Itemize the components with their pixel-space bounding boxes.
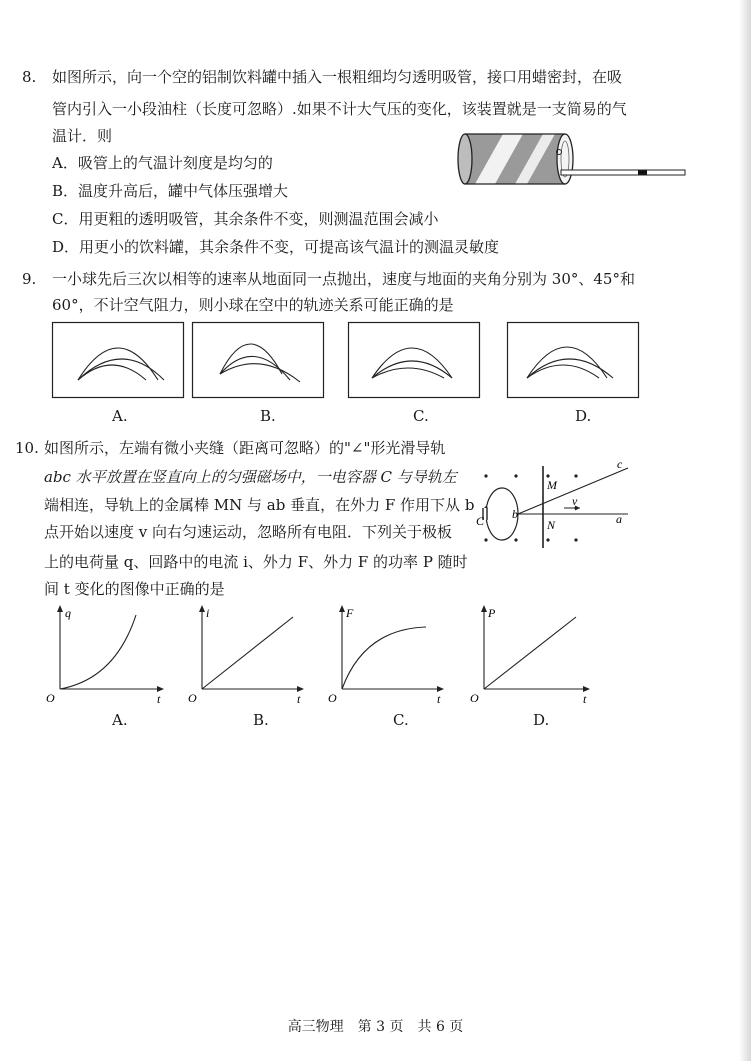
page-footer: 高三物理 第 3 页 共 6 页	[287, 1019, 464, 1035]
q10-choice-a: A.	[112, 711, 128, 729]
scan-edge-shadow	[739, 0, 751, 1061]
q10-stem-line-2: abc 水平放置在竖直向上的匀强磁场中，一电容器 C 与导轨左	[44, 468, 457, 486]
q8-can-thermometer-figure	[455, 128, 695, 190]
q10-choice-b: B.	[253, 711, 269, 729]
q9-option-c-figure	[348, 322, 480, 398]
q10-label-b: b	[512, 507, 518, 521]
q10-graph-b-origin: O	[188, 691, 197, 705]
q10-graph-d	[466, 603, 596, 713]
q9-option-d-figure	[507, 322, 639, 398]
q9-choice-a: A.	[112, 407, 128, 425]
q10-graph-a	[40, 603, 170, 713]
q10-label-C: C	[476, 514, 485, 528]
q10-graph-d-origin: O	[470, 691, 479, 705]
q10-number: 10.	[15, 439, 39, 457]
q9-number: 9.	[22, 270, 37, 288]
q8-stem-line-3: 温计．则	[52, 127, 113, 145]
q8-option-a: A．吸管上的气温计刻度是均匀的	[52, 154, 273, 172]
q10-label-N: N	[547, 518, 556, 532]
q10-graph-c-xlabel: t	[437, 692, 441, 706]
q10-choice-d: D.	[533, 711, 550, 729]
q10-stem-line-4: 点开始以速度 v 向右匀速运动，忽略所有电阻．下列关于极板	[44, 523, 453, 541]
q8-number: 8.	[22, 68, 37, 86]
q10-graph-a-xlabel: t	[157, 692, 161, 706]
q10-stem-line-3: 端相连，导轨上的金属棒 MN 与 ab 垂直，在外力 F 作用下从 b	[44, 496, 475, 514]
q10-graph-c-origin: O	[328, 691, 337, 705]
q10-label-a: a	[616, 512, 622, 526]
q10-graph-d-ylabel: P	[488, 606, 496, 620]
q10-graph-b	[180, 603, 310, 713]
q9-choice-d: D.	[575, 407, 592, 425]
q8-option-d: D．用更小的饮料罐，其余条件不变，可提高该气温计的测温灵敏度	[52, 238, 500, 256]
q9-choice-b: B.	[260, 407, 276, 425]
q8-stem-line-2: 管内引入一小段油柱（长度可忽略）.如果不计大气压的变化，该装置就是一支简易的气	[52, 100, 627, 118]
q10-label-M: M	[547, 478, 557, 492]
q10-choice-c: C.	[393, 711, 409, 729]
q10-graph-d-xlabel: t	[583, 692, 587, 706]
q9-option-a-figure	[52, 322, 184, 398]
q10-graph-b-xlabel: t	[297, 692, 301, 706]
q10-stem-line-1: 如图所示，左端有微小夹缝（距离可忽略）的"∠"形光滑导轨	[44, 439, 446, 457]
q10-graph-c-ylabel: F	[346, 606, 354, 620]
q10-graph-a-ylabel: q	[65, 606, 71, 620]
q9-stem-line-1: 一小球先后三次以相等的速率从地面同一点抛出，速度与地面的夹角分别为 30°、45°和	[52, 270, 635, 288]
q8-option-c: C．用更粗的透明吸管，其余条件不变，则测温范围会减小	[52, 210, 439, 228]
q8-stem-line-1: 如图所示，向一个空的铝制饮料罐中插入一根粗细均匀透明吸管，接口用蜡密封，在吸	[52, 68, 623, 86]
q10-graph-c	[320, 603, 450, 713]
q9-choice-c: C.	[413, 407, 429, 425]
q10-rail-diagram	[476, 458, 636, 552]
q10-graph-b-ylabel: i	[206, 606, 210, 620]
q10-stem-line-5: 上的电荷量 q、回路中的电流 i、外力 F、外力 F 的功率 P 随时	[44, 553, 468, 571]
q9-option-b-figure	[192, 322, 324, 398]
q10-graph-a-origin: O	[46, 691, 55, 705]
q9-stem-line-2: 60°，不计空气阻力，则小球在空中的轨迹关系可能正确的是	[52, 296, 454, 314]
q10-label-v: v	[572, 494, 578, 508]
q10-label-c: c	[617, 457, 623, 471]
q10-stem-line-6: 间 t 变化的图像中正确的是	[44, 580, 225, 598]
q8-option-b: B．温度升高后，罐中气体压强增大	[52, 182, 289, 200]
